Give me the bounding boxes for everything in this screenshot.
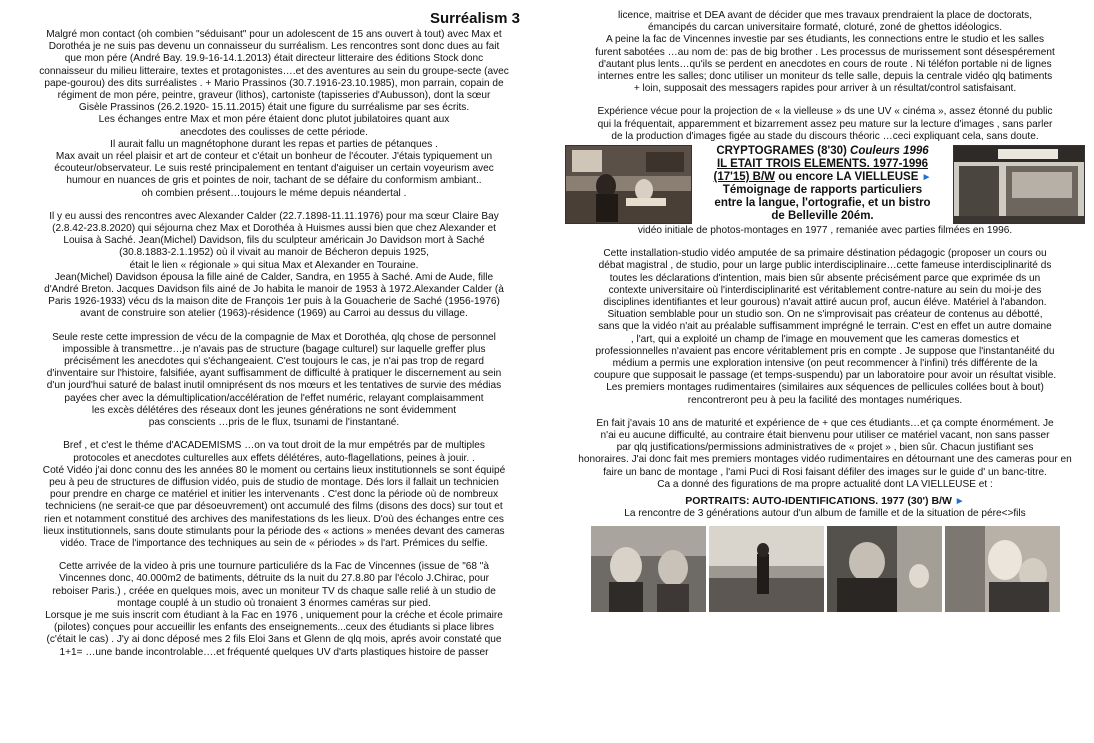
text-line: pape-gourou) des dits surréalistes . + Mario Prassinos (30.7.1916-23.10.1985), mon parrain, copain de: [44, 77, 504, 89]
text-line: pour prendre en charge ce matériel et initier les intervenants . C'est donc la période où de nombreux: [50, 489, 498, 501]
text-line: honoraires. J'ai donc fait mes premiers montages vidéo rudimentaires en détournant une des cameras pour en: [578, 454, 1072, 466]
text-line: contexte universitaire où l'interdisciplinarité est véritablement contre-nature au sein du moi-je des: [608, 284, 1042, 296]
text-line: peu à peu de structures de diffusion vidéo, puis de studio de montage. Dés lors il fallait un technicien: [49, 476, 499, 488]
text-line: (c'était le cas) . J'y ai donc déposé mes 2 fils Eloi 3ans et Glenn de qlq mois, aprés avoir constaté que: [46, 634, 502, 646]
text-line: sans que la vidéo n'ait au préalable suffisamment imprégné le terrain. C'est en effet un autre domaine: [598, 321, 1052, 333]
portrait-photo-family: [827, 526, 942, 612]
text-line: oh combien présent…toujours le méme depuis néandertal .: [141, 187, 407, 199]
portrait-photo-father-son: [945, 526, 1060, 612]
text-line: payées cher avec la démultiplication/accélération de l'effet numéric, relayant complaisamment: [64, 392, 484, 404]
text-line: Il aurait fallu un magnétophone durant les repas et parties de pétanques .: [110, 138, 438, 150]
film-title-trois-elements: IL ETAIT TROIS ELEMENTS. 1977-1996: [716, 158, 929, 171]
text-line: Cette installation-studio vidéo amputée de sa primaire déstination pédagogic (proposer un cours ou: [603, 248, 1047, 260]
text-line: connaisseur du milieu litteraire, textes et protagonistes….et des aventures au sein du groupe-secte (avec: [39, 65, 509, 77]
text-line: toutes les déclarations d'intention, mais bien sûr absente précisément parce que exprimée ds un: [609, 272, 1041, 284]
paragraph-gap: [8, 550, 540, 561]
text-line: de la production d'images figée au stade du discours théoric …ceci expliquant cela, sans doute.: [611, 130, 1039, 142]
text-line: Dorothéa je ne suis pas devenu un connaisseur du surréalism. Les rencontres sont donc dues au fait: [48, 41, 500, 53]
text-line: disciplines identifiantes et leur gourous) n'avait attiré aucun prof, aucun éléve. Matériel à l'abandon.: [603, 297, 1047, 309]
text-line: Gisèle Prassinos (26.2.1920- 15.11.2015) était une figure du surréalisme par ses écrits.: [78, 102, 470, 114]
text-line: anecdotes des coulisses de cette période.: [180, 126, 368, 138]
text-line: Cette arrivée de la video à pris une tournure particuliére ds la Fac de Vincennes (issue de "68 "à: [58, 561, 490, 573]
text-line: n'ai eu aucune difficulté, au contraire était bienvenu pour utiliser ce matériel vacant, non sans passer: [600, 430, 1050, 442]
paragraph-gap: [565, 407, 1085, 418]
play-arrow-icon[interactable]: ►: [921, 172, 932, 184]
film-caption: vidéo initiale de photos-montages en 1977 , remaniée avec parties filmées en 1996.: [637, 225, 1013, 237]
text-line: Ca a donné des figurations de ma propre actualité dont LA VIELLEUSE et :: [657, 478, 993, 490]
text-line: vidéo. Trace de l'importance des techniques au sein de « périodes » ds l'art. Prémices du selfie.: [60, 537, 488, 549]
text-line: précisément les anecdotes qui s'échangeaient. C'est toujours le cas, je n'ai pas trop de regard: [64, 356, 484, 368]
film-desc-line: entre la langue, l'ortografie, et un bistro: [714, 197, 931, 210]
text-line: Il y eu aussi des rencontres avec Alexander Calder (22.7.1898-11.11.1976) pour ma sœur Claire Bay: [49, 210, 499, 222]
text-line: débat magistral , de studio, pour un large public interdisciplinaire…cette fameuse interdisciplinarité ds: [598, 260, 1052, 272]
text-line: par qlq justifications/permissions administratives de « projet » , bien sûr. Chacun justifiant ses: [616, 442, 1034, 454]
text-line: Vincennes donc, 40.000m2 de batiments, détruite ds la nuit du 27.8.80 par l'écolo J.Chirac, pour: [59, 573, 489, 585]
right-middle-text: [565, 248, 1085, 491]
text-line: régiment de mon pére, peintre, graveur (lithos), cartoniste (tapisseries d'Aubusson), dont la sœur: [57, 90, 491, 102]
portraits-title: PORTRAITS: AUTO-IDENTIFICATIONS. 1977 (30') B/W: [685, 495, 952, 508]
text-line: Situation semblable pour un studio son. On ne s'improvisait pas créateur de contenus au débotté,: [607, 309, 1043, 321]
text-line: (30.8.1883-2.1.1952) où il vivait au manoir de Bécheron depuis 1925,: [119, 247, 429, 259]
paragraph-gap: [8, 429, 540, 440]
left-text-flow: [8, 29, 540, 659]
text-line: que mon pére (André Bay. 19.9-16-14.1.2013) était directeur litteraire des éditions Stock donc: [64, 53, 484, 65]
text-line: montage couplé à un studio où tronaient 3 énormes caméras sur pied.: [117, 597, 431, 609]
text-line: A peine la fac de Vincennes investie par ses étudiants, les connections entre le studio et les salles: [605, 34, 1045, 46]
film-description: [692, 145, 953, 223]
text-line: , l'art, qui a exploité un champ de l'image en mouvement que les cameras domestics et: [630, 333, 1020, 345]
text-line: Coté Vidéo j'ai donc connu des les années 80 le moment ou certains lieux institutionnels se sont équipé: [42, 464, 506, 476]
text-line: + loin, supposait des messagers rapides pour arriver à un résultat/control satisfaisant.: [633, 83, 1017, 95]
text-line: En fait j'avais 10 ans de maturité et expérience de + que ces étudiants…et ça compte énormément. Je: [596, 417, 1054, 429]
text-line: internes entre les salles; donc utiliser un moniteur ds telle salle, depuis la centrale vidéo qlq batiments: [597, 71, 1053, 83]
text-line: Max avait un réel plaisir et art de conteur et c'était un bonheur de l'écouter. J'étais typiquement un: [55, 151, 493, 163]
text-line: rencontreront peu à peu la facilité des montages numériques.: [687, 394, 963, 406]
film-duration: (17'15) B/W: [713, 171, 776, 184]
text-line: techniciens (ne serait-ce que par désoeuvrement) ont accumulé des films (disons des docs) sur tout et: [45, 501, 503, 513]
text-line: impossible à transmettre…je n'avais pas de structure (bagage culturel) sur laquelle greffer plus: [62, 343, 486, 355]
text-line: d'inventaire sur l'histoire, falsifiée, ayant suffisamment de difficulté à pratiquer le discernement au sein: [46, 368, 502, 380]
text-line: médium a permis une exploration intensive (on peut recommencer à l'infini) trés différente de la: [612, 358, 1038, 370]
text-line: Paris 1926-1933) vécu ds la maison dite de François 1er puis à la Gouacherie de Saché (1956-1976): [48, 296, 500, 308]
text-line: Bref , et c'est le théme d'ACADEMISMS …on va tout droit de la mur empétrés par de multiples: [63, 440, 485, 452]
text-line: coupure que supposait le passage (et temps-suspendu) par un laboratoire pour avoir un résultat visible.: [593, 370, 1057, 382]
paragraph-gap: [8, 321, 540, 332]
text-line: faire un banc de montage , l'ami Puci di Rosi faisant défiler des images sur le guide d' un banc-titre.: [603, 466, 1047, 478]
text-line: d'André Breton. Jacques Davidson fils ainé de Jo habita le manoir de 1953 à 1972.Alexander Calder (à: [44, 284, 504, 296]
text-line: professionnelles n'avaient pas encore véritablement pris en compte . Je suppose que l'instantanéité du: [595, 345, 1055, 357]
text-line: Les premiers montages rudimentaires (similaires aux séquences de pellicules collées bout à bout): [606, 382, 1044, 394]
text-line: écouteur/observateur. Le suis resté principalement en tentant d'aiguiser un certain voyeurism avec: [54, 163, 494, 175]
text-line: Jean(Michel) Davidson épousa la fille ainé de Calder, Sandra, en 1955 à Saché. Ami de Aude, fille: [54, 271, 494, 283]
film-title-vielleuse: ou encore LA VIELLEUSE: [775, 171, 919, 184]
text-line: humour en nuances de gris et pointes de noir, tachant de se défaire du conformism ambiant..: [66, 175, 482, 187]
film-still-cafe-photo: [565, 145, 692, 224]
paragraph-gap: [8, 200, 540, 211]
la-vielleuse-bistro-photo: [953, 145, 1085, 224]
portrait-photo-children: [591, 526, 706, 612]
portrait-photo-field: [709, 526, 824, 612]
text-line: les excès délétéres des réseaux dont les jeunes générations ne sont évidemment: [91, 404, 457, 416]
text-line: pas conscients …pris de le flux, tsunami de l'instantané.: [148, 417, 400, 429]
text-line: protocoles et anecdotes culturelles aux effets délétéres, auto-flagellations, peines à jouir. .: [73, 452, 475, 464]
text-line: Malgré mon contact (oh combien "séduisant" pour un adolescent de 15 ans ouvert à tout) avec Max et: [46, 29, 502, 40]
right-column: [565, 10, 1085, 612]
film-title-cryptogrames: CRYPTOGRAMES (8'30): [716, 145, 847, 158]
text-line: avant de construire son atelier (1963)-résidence (1969) au Carroi au dessus du village.: [80, 308, 468, 320]
portraits-caption: La rencontre de 3 générations autour d'un album de famille et de la situation de pére<>fils: [624, 508, 1026, 520]
text-line: Seule reste cette impression de vécu de la compagnie de Max et Dorothéa, qlq chose de personnel: [52, 331, 496, 343]
film-desc-line: Témoignage de rapports particuliers: [722, 184, 923, 197]
film-desc-line: de Belleville 20ém.: [771, 210, 874, 223]
play-arrow-icon[interactable]: ►: [954, 496, 965, 508]
text-line: d'autant plus lents…qu'ils se perdent en anecdotes en cours de route . Ni téléfon portable ni de lignes: [598, 58, 1052, 70]
portraits-photo-strip: [565, 526, 1085, 612]
text-line: était le lien « régionale » qui situa Max et Alexander en Touraine.: [129, 259, 419, 271]
portraits-block-title: [565, 495, 1085, 508]
text-line: rien et notamment constitué des archives des manifestations ds les lieux. D'où des échanges entre ces: [44, 513, 504, 525]
film-cryptogrames-block: [565, 145, 1085, 224]
text-line: Louisa à Saché. Jean(Michel) Davidson, fils du sculpteur américain Jo Davidson mort à Saché: [63, 235, 485, 247]
text-line: furent sabotées …au nom de: pas de big brother . Les processus de murissement sont désespérement: [595, 46, 1055, 58]
right-top-text: [565, 10, 1085, 143]
text-line: Lorsque je me suis inscrit com étudiant à la Fac en 1976 , uniquement pour la créche et école primaire: [45, 609, 503, 621]
text-line: (2.8.42-23.8.2020) qui séjourna chez Max et Dorothéa à Huismes aussi bien que chez Alexander et: [52, 223, 496, 235]
text-line: qui la fréquentait, apparemment et bizarrement assez peu mature sur la lecture d'images , sans parler: [597, 118, 1053, 130]
page-title: Surréalism 3: [429, 10, 520, 27]
text-line: reboiser Paris.) , créée en quelques mois, avec un moniteur TV ds chaque salle relié à un studio de: [52, 585, 496, 597]
text-line: licence, maitrise et DEA avant de décider que mes travaux prendraient la place de doctorats,: [617, 10, 1033, 21]
text-line: émancipés du carcan universitaire formaté, cloturé, zoné de ghettos idéologics.: [647, 22, 1003, 34]
paragraph-gap: [565, 95, 1085, 106]
text-line: Les échanges entre Max et mon pére étaient donc plutot jubilatoires quant aux: [98, 114, 450, 126]
text-line: Expérience vécue pour la projection de « la vielleuse » ds une UV « cinéma », assez étonné du public: [597, 106, 1053, 118]
text-line: 1+1= …une bande incontrolable….et fréquenté quelques UV d'arts plastiques histoire de passer: [59, 646, 489, 658]
text-line: d'un jourd'hui saturé de balast inutil omniprésent ds nos mœurs et les tentatives de survie des médias: [46, 380, 502, 392]
text-line: (pilotes) conçues pour accueillir les enfants des enseignements...ceux des étudiants si place libres: [54, 622, 494, 634]
left-column: [8, 10, 540, 659]
text-line: lieux institutionnels, sans doute stimulants pour la période des « actions » menées devant des cameras: [43, 525, 505, 537]
film-format-colour: Couleurs 1996: [846, 145, 929, 158]
